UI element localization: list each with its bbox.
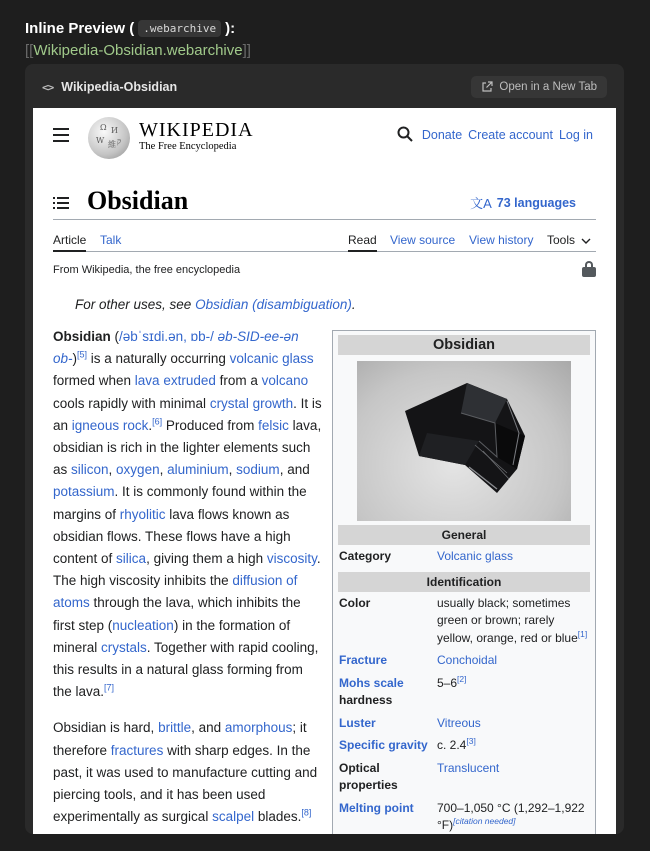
link-oxygen[interactable]: oxygen: [116, 462, 160, 478]
infobox-row-category: [337, 545, 591, 568]
fracture-value[interactable]: Conchoidal: [437, 653, 498, 667]
link-scalpel[interactable]: scalpel: [212, 809, 255, 825]
mohs-label-link[interactable]: Mohs scale: [339, 675, 404, 690]
luster-value[interactable]: Vitreous: [437, 715, 481, 730]
citation-7[interactable]: [7]: [104, 682, 115, 693]
open-in-new-tab-label: Open in a New Tab: [499, 81, 597, 93]
create-account-link[interactable]: Create account: [468, 128, 553, 142]
translate-icon: 文A: [470, 196, 492, 211]
tab-talk[interactable]: Talk: [100, 233, 122, 247]
note-heading-suffix: ):: [225, 20, 236, 37]
header-links: [422, 128, 593, 142]
tab-view-source[interactable]: View source: [390, 233, 456, 247]
page-tabs: [53, 226, 596, 252]
title-row: [53, 184, 596, 220]
wikipedia-globe-logo[interactable]: Ω И W 維 ק: [88, 117, 130, 159]
embed-header: [25, 64, 624, 110]
mohs-value-cell: [437, 675, 589, 710]
color-citation[interactable]: [1]: [577, 628, 588, 639]
specific-gravity-value-cell: [437, 737, 589, 755]
link-silica[interactable]: silica: [116, 551, 147, 567]
main-menu-icon[interactable]: [53, 128, 69, 141]
link-rhyolitic[interactable]: rhyolitic: [119, 506, 166, 522]
hatnote-suffix: .: [351, 297, 356, 312]
wiki-header: [33, 108, 616, 168]
mohs-label: [339, 675, 437, 710]
tagline: The Free Encyclopedia: [139, 141, 237, 152]
embed-preview-card: [25, 64, 624, 834]
languages-button[interactable]: [470, 193, 576, 212]
infobox-row-melting-point: [337, 797, 591, 835]
embed-title-group: [42, 80, 177, 94]
link-felsic[interactable]: felsic: [258, 417, 289, 433]
luster-label[interactable]: Luster: [339, 715, 376, 730]
external-link-icon: [481, 81, 493, 93]
infobox-section-identification: Identification: [338, 572, 590, 592]
link-crystals[interactable]: crystals: [101, 639, 147, 655]
pronunciation-respell-link[interactable]: əb-SID-ee-ən ob-: [53, 329, 299, 367]
link-nucleation[interactable]: nucleation: [112, 617, 174, 633]
table-of-contents-icon[interactable]: [53, 196, 69, 210]
link-sodium[interactable]: sodium: [236, 462, 280, 478]
mohs-value: 5–6: [437, 675, 458, 690]
embed-title: Wikipedia-Obsidian: [61, 80, 178, 94]
specific-gravity-citation[interactable]: [3]: [466, 736, 476, 746]
melting-point-label[interactable]: Melting point: [339, 800, 414, 815]
note-heading-code: .webarchive: [138, 20, 221, 37]
code-icon: <>: [42, 80, 54, 94]
note-heading-prefix: Inline Preview (: [25, 20, 135, 37]
citation-5[interactable]: [5]: [77, 349, 88, 360]
link-volcanic-glass[interactable]: volcanic glass: [229, 351, 314, 367]
search-icon[interactable]: [397, 126, 413, 147]
tab-article[interactable]: Article: [53, 233, 86, 252]
link-crystal-growth[interactable]: crystal growth: [209, 395, 294, 411]
link-viscosity[interactable]: viscosity: [266, 551, 317, 567]
lock-icon[interactable]: [582, 261, 596, 277]
infobox-row-color: [337, 592, 591, 650]
specific-gravity-value: c. 2.4: [437, 738, 467, 752]
infobox-row-mohs: [337, 672, 591, 712]
mohs-citation[interactable]: [2]: [457, 673, 467, 684]
melting-point-value: 700–1,050 °C (1,292–1,922 °F): [437, 800, 585, 832]
open-in-new-tab-button[interactable]: [471, 76, 607, 98]
link-amorphous[interactable]: amorphous: [224, 720, 293, 736]
color-label: Color: [339, 595, 371, 610]
citation-needed[interactable]: [citation needed]: [453, 816, 516, 826]
mohs-label-rest: hardness: [339, 693, 393, 707]
obsidian-photo[interactable]: [357, 361, 571, 521]
link-brittle[interactable]: brittle: [158, 720, 192, 736]
link-igneous-rock[interactable]: igneous rock: [71, 417, 149, 433]
infobox-row-luster: [337, 712, 591, 735]
link-potassium[interactable]: potassium: [53, 484, 115, 500]
infobox-title: Obsidian: [338, 335, 590, 355]
melting-point-value-cell: [437, 800, 589, 835]
embed-link-text[interactable]: Wikipedia-Obsidian.webarchive: [33, 42, 243, 59]
note-heading: [25, 20, 235, 37]
color-value-cell: [437, 595, 589, 648]
wikipedia-frame[interactable]: [33, 108, 616, 834]
term-obsidian: Obsidian: [53, 329, 111, 344]
link-volcano[interactable]: volcano: [261, 373, 309, 389]
paragraph-1: Obsidian (/əbˈsɪdi.ən, ɒb-/ əb-SID-ee-ən ob-)[5] is a naturally occurring volcanic glass formed when lava extruded from a volcano cools rapidly with minimal crystal growth. It is an igneous rock.[6] Produced from felsic lava, obsidian is rich in the lighter elements such as silicon, oxygen, aluminium, sodium, and potassium. It is commonly found within the margins of rhyolitic lava flows known as obsidian flows. These flows have a high content of silica, giving them a high viscosity. The high viscosity inhibits the diffusion of atoms through the lava, which inhibits the first step (nucleation) in the formation of mineral crystals. Together with rapid cooling, this results in a natural glass forming from the lava.[7]: [53, 329, 322, 700]
site-sub: From Wikipedia, the free encyclopedia: [53, 264, 241, 276]
link-extruded[interactable]: extruded: [163, 373, 216, 389]
article-body: [53, 326, 323, 834]
wikipedia-wordmark[interactable]: [139, 120, 254, 153]
infobox-row-specific-gravity: [337, 734, 591, 757]
category-label: Category: [339, 549, 392, 563]
infobox-row-fracture: [337, 649, 591, 672]
fracture-label[interactable]: Fracture: [339, 653, 388, 667]
hatnote-prefix: For other uses, see: [75, 297, 196, 312]
optical-value[interactable]: Translucent: [437, 760, 500, 775]
infobox-row-optical: [337, 757, 591, 797]
tab-view-history[interactable]: View history: [469, 233, 534, 247]
hatnote: [75, 297, 356, 312]
embed-wikilink[interactable]: [25, 42, 251, 59]
languages-label: 73 languages: [496, 195, 576, 210]
page-title: Obsidian: [87, 186, 189, 215]
tools-label: Tools: [547, 233, 576, 247]
chevron-down-icon: [581, 236, 591, 246]
color-value: usually black; sometimes green or brown; rarely yellow, orange, red or blue: [437, 595, 578, 645]
embed-open-brackets: [[: [25, 42, 34, 59]
infobox: [332, 330, 596, 834]
citation-8[interactable]: [8]: [301, 807, 312, 818]
donate-link[interactable]: Donate: [421, 128, 463, 142]
link-silicon[interactable]: silicon: [71, 462, 109, 478]
infobox-section-general: General: [338, 525, 590, 545]
link-diffusion-of-atoms[interactable]: diffusion of atoms: [53, 573, 298, 611]
optical-label: Optical properties: [339, 760, 398, 792]
category-value[interactable]: Volcanic glass: [437, 549, 514, 563]
specific-gravity-label[interactable]: Specific gravity: [339, 738, 428, 752]
paragraph-2: Obsidian is hard, brittle, and amorphous; it therefore fractures with sharp edges. In the past, it was used to manufacture cutting and piercing tools, and it has been used experimentally as surgical scalpel blades.[8]: [53, 720, 318, 825]
wordmark-text: WIKIPEDIA: [139, 119, 254, 141]
pronunciation-ipa-link[interactable]: /əbˈsɪdi.ən, ɒb-/: [119, 329, 214, 344]
embed-close-brackets: ]]: [242, 42, 251, 59]
disambiguation-link[interactable]: Obsidian (disambiguation): [195, 297, 352, 312]
citation-6[interactable]: [6]: [152, 416, 163, 427]
log-in-link[interactable]: Log in: [558, 128, 593, 142]
tab-read[interactable]: Read: [348, 233, 377, 252]
link-fractures[interactable]: fractures: [110, 742, 164, 758]
link-aluminium[interactable]: aluminium: [167, 462, 229, 478]
link-lava[interactable]: lava: [134, 373, 160, 389]
tab-tools[interactable]: [547, 233, 591, 247]
